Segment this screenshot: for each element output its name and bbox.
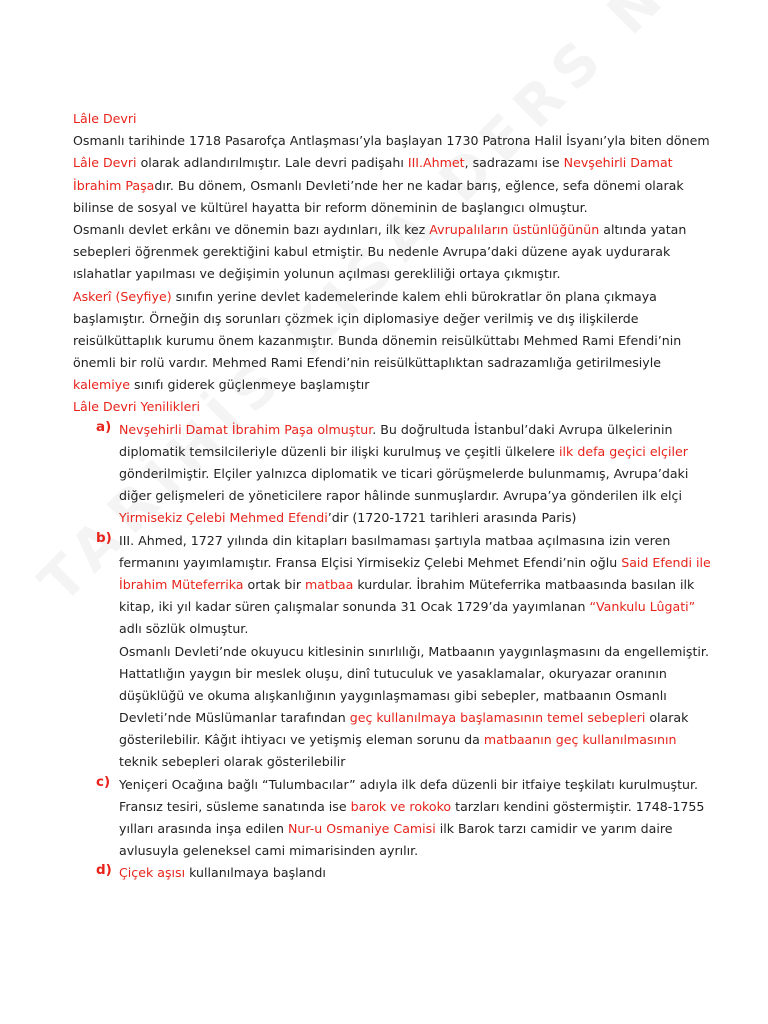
section-heading: Lâle Devri <box>73 111 137 126</box>
list-marker: a) <box>96 418 112 435</box>
body-text: diplomatik temsilcileriyle düzenli bir ilişki kurulmuş ve çeşitli ülkelere <box>119 443 560 459</box>
text-line <box>73 175 733 197</box>
body-text: dır. Bu dönem, Osmanlı Devleti’nde her ne kadar barış, eğlence, sefa dönemi olarak <box>154 177 684 193</box>
list-item-line <box>119 818 733 840</box>
highlighted-text: İbrahim Müteferrika <box>119 576 244 592</box>
highlighted-text: İbrahim Paşa <box>73 177 155 193</box>
highlighted-text: III.Ahmet <box>407 155 465 171</box>
text-line <box>73 308 733 330</box>
body-text: düşüklüğü ve okuma alışkanlığının yaygınlaşmaması gibi sebepler, matbaanın Osmanlı <box>119 687 667 703</box>
innovations-list <box>73 419 733 885</box>
text-line <box>73 374 733 396</box>
body-text: ’dir (1720-1721 tarihleri arasında Paris) <box>327 510 577 526</box>
body-text: kitap, iki yıl kadar süren çalışmalar sonunda 31 Ocak 1729’da yayımlanan <box>119 599 590 615</box>
highlighted-text: geç kullanılmaya başlamasının temel sebepleri <box>349 710 646 726</box>
list-item-line <box>119 419 733 441</box>
body-text: sınıfı giderek güçlenmeye başlamıştır <box>130 377 370 393</box>
text-line <box>73 330 733 352</box>
body-text: sebepleri öğrenmek gerektiğini kabul etmiştir. Bu nedenle Avrupa’daki düzene ayak uydurarak <box>73 244 671 260</box>
list-item-line <box>119 685 733 707</box>
list-item <box>73 419 733 530</box>
list-item-line <box>119 507 733 529</box>
highlighted-text: Nevşehirli Damat İbrahim Paşa olmuştur <box>119 421 373 437</box>
list-marker: b) <box>96 529 112 546</box>
list-item-line <box>119 751 733 773</box>
highlighted-text: Yirmisekiz Çelebi Mehmed Efendi <box>119 510 328 526</box>
list-item-line <box>119 574 733 596</box>
text-line <box>73 152 733 174</box>
subsection-heading: Lâle Devri Yenilikleri <box>73 399 201 415</box>
text-line <box>73 197 733 219</box>
body-text: ıslahatlar yapılması ve değişimin yolunun açılması gerekliliği ortaya çıkmıştır. <box>73 266 561 282</box>
body-text: . Bu doğrultuda İstanbul’daki Avrupa ülkelerinin <box>372 421 673 437</box>
highlighted-text: ilk defa geçici elçiler <box>559 443 688 459</box>
body-text: tarzları kendini göstermiştir. 1748-1755 <box>451 798 705 814</box>
text-line <box>73 130 733 152</box>
body-text: altında yatan <box>599 221 687 237</box>
list-item-line <box>119 796 733 818</box>
list-item-line <box>119 485 733 507</box>
text-line <box>73 263 733 285</box>
body-text: diğer gelişmeleri de yöneticilere rapor hâlinde sunmuşlardır. Avrupa’ya gönderilen ilk elçi <box>119 488 682 504</box>
list-item-line <box>119 663 733 685</box>
highlighted-text: kalemiye <box>73 377 131 393</box>
body-text: olarak <box>645 710 689 726</box>
highlighted-text: barok ve rokoko <box>350 798 452 814</box>
list-item-line <box>119 463 733 485</box>
body-text: kullanılmaya başlandı <box>185 865 326 881</box>
body-text: Osmanlı devlet erkânı ve dönemin bazı aydınları, ilk kez <box>73 221 430 237</box>
list-item-line <box>119 862 733 884</box>
body-text: reisülküttaplık kurumu önem kazanmıştır. Bunda dönemin reisülküttabı Mehmed Rami Efendi’nin <box>73 332 682 348</box>
body-text: Yeniçeri Ocağına bağlı “Tulumbacılar” adıyla ilk defa düzenli bir itfaiye teşkilatı kurulmuştur. <box>119 776 699 792</box>
highlighted-text: Nur-u Osmaniye Camisi <box>287 821 436 836</box>
body-text: Devleti’nde Müslümanlar tarafından <box>119 710 350 726</box>
text-line <box>73 352 733 374</box>
highlighted-text: Çiçek aşısı <box>119 865 186 881</box>
body-text: Fransız tesiri, süsleme sanatında ise <box>119 798 351 814</box>
text-line <box>73 286 733 308</box>
body-text: Osmanlı tarihinde 1718 Pasarofça Antlaşması’yla başlayan 1730 Patrona Halil İsyanı’yla biten dönem <box>73 133 710 149</box>
body-text: Hattatlığın yaygın bir meslek oluşu, dinî tutuculuk ve yasaklamalar, okuryazar oranının <box>119 665 667 681</box>
list-item <box>73 774 733 863</box>
list-item <box>73 530 733 774</box>
body-text: III. Ahmed, 1727 yılında din kitapları basılmaması şartıyla matbaa açılmasına izin veren <box>119 532 671 548</box>
list-marker: c) <box>96 773 111 790</box>
intro-paragraphs <box>73 130 733 396</box>
body-text: olarak adlandırılmıştır. Lale devri padişahı <box>136 155 408 171</box>
list-item-line <box>119 840 733 862</box>
body-text: yılları arasında inşa edilen <box>119 821 288 836</box>
highlighted-text: Nevşehirli Damat <box>563 155 673 171</box>
body-text: sınıfın yerine devlet kademelerinde kalem ehli bürokratlar ön plana çıkmaya <box>171 288 657 304</box>
list-item-line <box>119 774 733 796</box>
list-item-line <box>119 707 733 729</box>
highlighted-text: Lâle Devri <box>73 155 137 171</box>
list-item-line <box>119 641 733 663</box>
body-text: bilinse de sosyal ve kültürel hayatta bir reform döneminin de başlangıcı olmuştur. <box>73 199 588 215</box>
body-text: ortak bir <box>243 576 306 592</box>
list-item <box>73 862 733 884</box>
body-text: teknik sebepleri olarak gösterilebilir <box>119 754 346 770</box>
body-text: gönderilmiştir. Elçiler yalnızca diplomatik ve ticari görüşmelerde bulunmamış, Avrupa’daki <box>119 466 689 481</box>
list-item-line <box>119 729 733 751</box>
body-text: başlamıştır. Örneğin dış sorunları çözmek için diplomasiye değer verilmiş ve dış ilişkilerde <box>73 310 639 326</box>
list-item-line <box>119 596 733 618</box>
list-item-line <box>119 552 733 574</box>
list-item-line <box>119 441 733 463</box>
highlighted-text: Avrupalıların üstünlüğünün <box>429 221 600 237</box>
text-line <box>73 241 733 263</box>
list-item-line <box>119 530 733 552</box>
body-text: Osmanlı Devleti’nde okuyucu kitlesinin sınırlılığı, Matbaanın yaygınlaşmasını da engellemiştir. <box>119 643 709 659</box>
body-text: gösterilebilir. Kâğıt ihtiyacı ve yetişmiş eleman sorunu da <box>119 732 484 748</box>
body-text: avlusuyla geleneksel cami mimarisinden ayrılır. <box>119 843 419 859</box>
text-line <box>73 219 733 241</box>
highlighted-text: Said Efendi ile <box>621 554 711 570</box>
list-item-line <box>119 618 733 640</box>
highlighted-text: matbaanın geç kullanılmasının <box>483 732 677 748</box>
highlighted-text: Askerî (Seyfiye) <box>73 288 172 304</box>
document-page <box>73 108 733 885</box>
body-text: önemli bir rolü vardır. Mehmed Rami Efendi’nin reisülküttaplıktan sadrazamlığa getirilmesiyle <box>73 355 661 371</box>
list-marker: d) <box>96 862 112 879</box>
body-text: , sadrazamı ise <box>464 155 564 171</box>
highlighted-text: matbaa <box>305 576 354 592</box>
body-text: adlı sözlük olmuştur. <box>119 621 249 637</box>
body-text: ilk Barok tarzı camidir ve yarım daire <box>435 821 673 836</box>
body-text: kurdular. İbrahim Müteferrika matbaasında basılan ilk <box>353 576 695 592</box>
highlighted-text: “Vankulu Lûgati” <box>589 599 696 615</box>
body-text: fermanını yayımlamıştır. Fransa Elçisi Yirmisekiz Çelebi Mehmet Efendi’nin oğlu <box>119 554 622 570</box>
